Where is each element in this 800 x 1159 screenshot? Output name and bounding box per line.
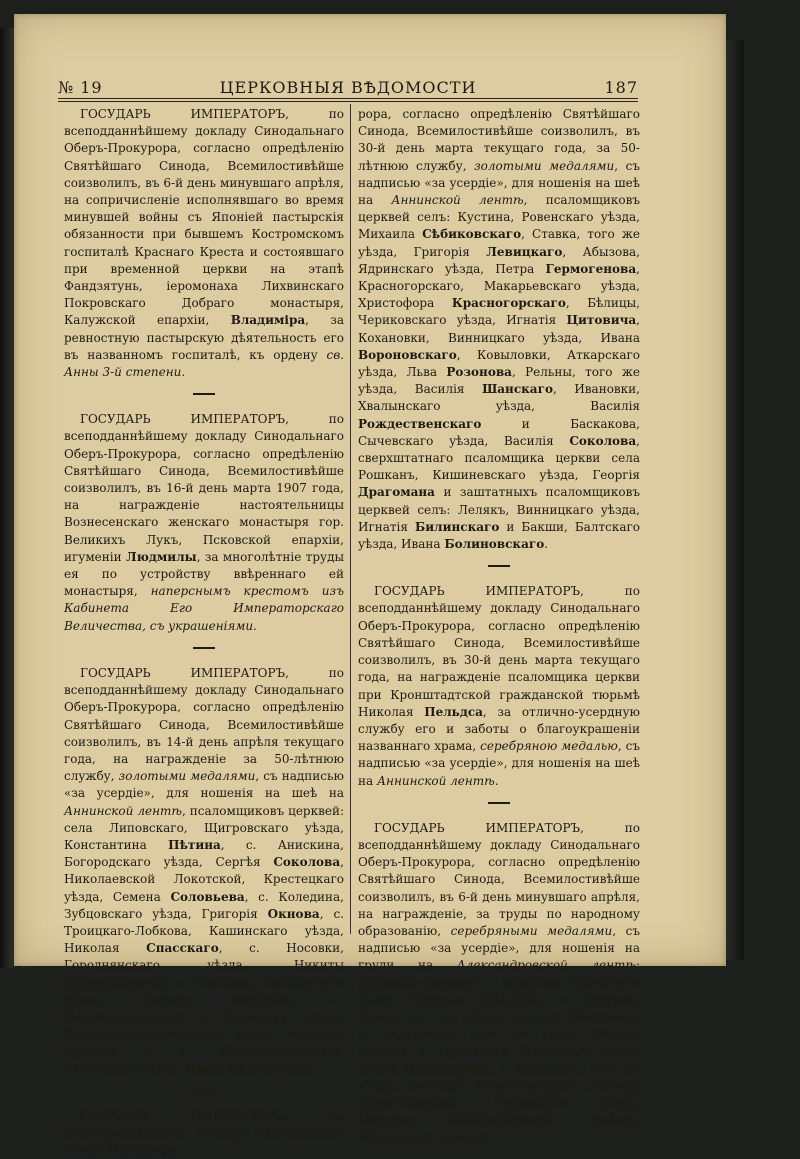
body-text: и с. Новолеонтіевскаго, Угличскаго уѣзда, Ивана [64,1044,344,1076]
person-name: Соколова [569,433,637,448]
person-name: Розонова [446,365,512,380]
person-name: Бѣлозерова [227,1061,311,1076]
body-text: , с. Носовки, Городнянскаго уѣзда, Никиты [64,941,344,973]
person-name: Бородаевскаго [446,1113,552,1128]
person-name: Гермогенова [545,261,637,276]
body-text: , съ надписью «за усердіе», для ношенія на груди на [358,923,640,973]
person-name: Болиновскаго [444,537,545,552]
person-name: Соколова [273,855,341,870]
decree-paragraph [64,1108,344,1159]
body-text: , съ надписью «за усердіе», для ношенія на шеѣ на [358,739,640,788]
decree-paragraph-continued [358,106,640,553]
section-separator [193,393,215,395]
award-text: наперснымъ крестомъ изъ Кабинета Его Императорскаго Величества, съ украшеніями. [64,584,344,633]
body-text: ГОСУДАРЬ ИМПЕРАТОРЪ, по всеподданнѣйшему докладу Синодальнаго Оберъ-Прокурора, согласно опредѣленію Святѣйшаго Синода, Всемилостивѣйше соизволилъ, въ 30-й день марта текущаго года, на награжденіе псаломщика церкви при Кронштадтской гражданской тюрьмѣ Николая [358,584,640,719]
publication-title: ЦЕРКОВНЫЯ ВѢДОМОСТИ [219,78,477,97]
body-text: , с. Петропавловскаго, на Выковыхъ горахъ, Романъ-Борисоглѣбскаго уѣзда, Михаила [64,992,344,1042]
decree-paragraph [64,665,344,1078]
newspaper-page [14,14,726,1158]
person-name: Спасскаго [146,941,219,956]
person-name: Красногорскаго [451,296,566,311]
person-name: Левицкаго [486,244,563,259]
body-text: , псаломщиковъ церквей: села Липовскаго, Щигровскаго уѣзда, Константина [64,803,345,852]
section-separator [193,647,215,649]
body-text: , Красногорскаго, Макарьевскаго уѣзда, Христофора [358,261,640,311]
body-text: ГОСУДАРЬ ИМПЕРАТОРЪ, по всеподданнѣйшему докладу Синодальнаго Оберъ-Прокурора, согласно опредѣленію Святѣйшаго Синода, Всемилостивѣйше соизволилъ, въ 14-й день апрѣля текущаго года, на награжденіе за 50-лѣтнюю службу, [64,665,344,784]
body-text: и Баскакова, Сычевскаго уѣзда, Василія [358,416,640,448]
person-name: Владиміра [230,313,306,328]
body-text: . [310,1061,315,1076]
body-text: . [494,773,499,788]
body-text: , с. Колединa, Зубцовскаго уѣзда, Григорія [64,889,344,921]
body-text: рора, согласно опредѣленію Святѣйшаго Синода, Всемилостивѣйше соизволилъ, въ 30-й день марта текущаго года, за 50-лѣтнюю службу, [358,107,640,173]
body-text: , за ревностную пастырскую дѣятельность его въ названномъ госпиталѣ, къ ордену [64,313,344,362]
decree-paragraph [358,820,640,1147]
person-name: Шанскаго [482,382,553,397]
body-text: и заштатныхъ псаломщиковъ церквей селъ: Лелякъ, Винницкаго уѣзда, Игнатія [358,485,640,534]
person-name: Окнова [267,906,320,921]
body-text: , Абызова, Ядринскаго уѣзда, Петра [358,244,640,276]
body-text: ГОСУДАРЬ ИМПЕРАТОРЪ, по всеподданнѣйшему докладу Синодальнаго Оберъ-Прокурора, согласно опредѣленію Святѣйшаго Синода, Всемилостивѣйше соизволилъ, въ 6-й день минувшаго апрѣля, на награжденіе, за труды по народному образованію, [358,820,640,938]
award-text: Александровской лентѣ [456,958,636,973]
person-name: Павлова [481,992,542,1007]
body-text: , за многолѣтніе труды ея по устройству ввѣреннаго ей монастыря, [64,549,345,599]
body-text: , слободы Мѣловатки, того же [358,1113,640,1145]
page-header [58,64,638,96]
section-separator [193,1090,215,1092]
person-name: Цитовича [566,313,637,328]
body-text: . [544,537,549,552]
person-name: Билинскаго [414,519,500,534]
page-edge [726,40,744,960]
award-text: золотыми медалями [118,769,256,784]
decree-paragraph [64,411,344,635]
person-name: Пѣтина [168,837,221,852]
person-name: Коротькевича [64,975,165,990]
person-name: Пономарева [403,1061,490,1076]
person-name: Людмилы [125,549,197,564]
body-text: , псаломщиковъ церквей селъ: Кустина, Ровенскаго уѣзда, Михаила [358,193,641,242]
body-text: , с. Нижней-Орели, того же уѣзда, Григорія [358,992,640,1024]
person-name: Милкова [228,992,292,1007]
body-text: , Ивановки, Хвалынскаго уѣзда, Василія [358,382,640,414]
person-name: Орлова [64,1044,116,1059]
person-name: Драгомана [358,485,435,500]
body-text: , съ надписью «за усердіе», для ношенія на шеѣ на [64,769,344,801]
person-name: Вороновскаго [358,347,457,362]
body-text: , слободы Дружелюбовки, Купянскаго уѣзда, Михаила [358,1078,640,1128]
award-text: серебряною медалью [480,739,618,754]
header-rule [58,98,638,102]
body-text: , с. Андреевки, того же уѣзда, Ѳедора [358,1009,640,1042]
body-text: и Бакши, Балтскаго уѣзда, Ивана [358,519,640,552]
body-text: , с. Грушеваха, Изюмскаго уѣзда, Петра [358,1044,640,1076]
body-text: , Ставка, того же уѣзда, Григорія [358,227,640,259]
body-text: , с. Савинецъ, того же уѣзда, Димитрія [358,1061,640,1093]
issue-number: № 19 [58,78,103,97]
decree-paragraph [64,106,344,381]
person-name: Пельдса [424,704,483,719]
left-column [64,106,344,1159]
person-name: Сосуна [358,1044,408,1059]
body-text: , с. Троицкаго-Лобкова, Кашинскаго уѣзда, Николая [64,906,344,956]
body-text: , Рельны, того же уѣзда, Василія [358,365,640,397]
body-text: , с. Милкова, Любимскаго уѣзда, Василія [64,975,344,1007]
column-divider [350,104,351,934]
award-text: серебряными медалями [450,923,613,938]
body-text: ГОСУДАРЬ ИМПЕРАТОРЪ, по всеподданнѣйшему докладу Синодальнаго Оберъ-Прокурора, [64,1108,344,1158]
person-name: Рождественскаго [358,416,482,431]
body-text: ГОСУДАРЬ ИМПЕРАТОРЪ, по всеподданнѣйшему докладу Синодальнаго Оберъ-Прокурора, согласно опредѣленію Святѣйшаго Синода, Всемилостивѣйше соизволилъ, въ 6-й день минувшаго апрѣля, на сопричисленіе исполнявшаго во время минувшей войны съ Японіей пастырскія обязанности при бывшемъ Костромскомъ госпиталѣ Краснаго Креста и состоявшаго при временной церкви на этапѣ Фандзятунь, іеромонаха Лихвинскаго Покровскаго Добраго монастыря, Калужской епархіи, [64,107,344,328]
body-text: , Кохановки, Винницкаго уѣзда, Ивана [358,313,640,345]
award-text: золотыми медалями [474,158,615,173]
right-column [358,106,640,1147]
body-text: , с. Анискина, Богородскаго уѣзда, Сергѣя [64,837,344,870]
body-text: , за отлично-усердную службу его и заботы о благоукрашеніи названнаго храма, [358,704,640,754]
award-text: Аннинской лентѣ [391,193,524,208]
section-separator [488,565,510,567]
award-text: Аннинской лентѣ [64,803,182,818]
person-name: Сѣбиковскаго [422,227,522,242]
body-text: , Бѣлицы, Чериковскаго уѣзда, Игнатія [358,296,640,328]
body-text: , Николаевской Локотской, Крестецкаго уѣзда, Семена [64,855,344,904]
person-name: Ѳедорова [569,1009,637,1024]
award-text: Аннинской лентѣ [376,773,495,788]
body-text: ГОСУДАРЬ ИМПЕРАТОРЪ, по всеподданнѣйшему докладу Синодальнаго Оберъ-Прокурора, согласно опредѣленію Святѣйшаго Синода, Всемилостивѣйше соизволилъ, въ 16-й день марта 1907 года, на награжденіе настоятельницы Вознесенскаго женскаго монастыря гор. Великихъ Лукъ, Псковской епархіи, игуменіи [64,412,344,564]
body-text: : діаконовъ церквей: с. Балаклеи, Зміевскаго уѣзда, Михаила [358,958,640,1007]
decree-paragraph [358,583,640,789]
body-text: , Ковыловки, Аткарскаго уѣзда, Льва [358,347,640,380]
person-name: Ковалевскаго [475,1078,575,1093]
page-number: 187 [604,78,638,97]
person-name: Соловьева [170,889,245,904]
body-text: , сверхштатнаго псаломщика церкви села Рошканъ, Кишиневскаго уѣзда, Георгія [358,433,640,483]
body-text: , съ надписью «за усердіе», для ношенія на шеѣ на [358,158,641,208]
section-separator [488,802,510,804]
award-text: св. Анны 3-й степени. [64,347,344,380]
